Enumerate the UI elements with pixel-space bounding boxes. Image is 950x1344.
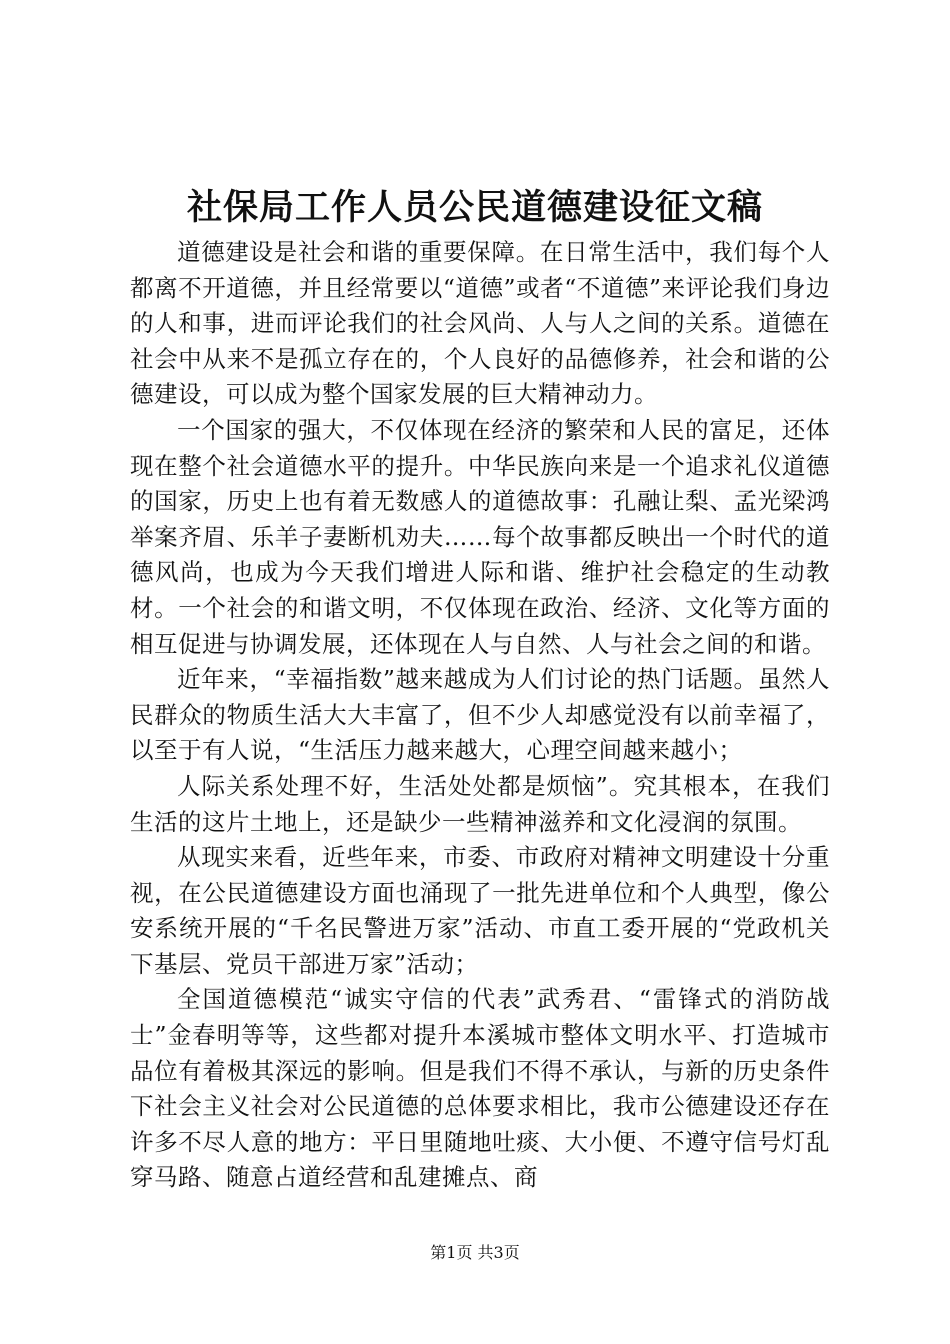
paragraph: 从现实来看，近些年来，市委、市政府对精神文明建设十分重视，在公民道德建设方面也涌现了一批先进单位和个人典型，像公安系统开展的“千名民警进万家”活动、市直工委开展的“党政机关下基层、党员干部进万家”活动； <box>130 843 830 978</box>
paragraph: 道德建设是社会和谐的重要保障。在日常生活中，我们每个人都离不开道德，并且经常要以“道德”或者“不道德”来评论我们身边的人和事，进而评论我们的社会风尚、人与人之间的关系。道德在社会中从来不是孤立存在的，个人良好的品德修养，社会和谐的公德建设，可以成为整个国家发展的巨大精神动力。 <box>130 238 830 409</box>
paragraph: 全国道德模范“诚实守信的代表”武秀君、“雷锋式的消防战士”金春明等等，这些都对提升本溪城市整体文明水平、打造城市品位有着极其深远的影响。但是我们不得不承认，与新的历史条件下社会主义社会对公民道德的总体要求相比，我市公德建设还存在许多不尽人意的地方：平日里随地吐痰、大小便、不遵守信号灯乱穿马路、随意占道经营和乱建摊点、商 <box>130 985 830 1192</box>
paragraph: 人际关系处理不好，生活处处都是烦恼”。究其根本，在我们生活的这片土地上，还是缺少一些精神滋养和文化浸润的氛围。 <box>130 771 830 836</box>
page-title: 社保局工作人员公民道德建设征文稿 <box>186 187 763 228</box>
paragraph: 近年来，“幸福指数”越来越成为人们讨论的热门话题。虽然人民群众的物质生活大大丰富了，但不少人却感觉没有以前幸福了，以至于有人说，“生活压力越来越大，心理空间越来越小； <box>130 665 830 765</box>
page-number-footer: 第1页 共3页 <box>430 1243 520 1262</box>
document-body <box>130 235 830 1196</box>
paragraph: 一个国家的强大，不仅体现在经济的繁荣和人民的富足，还体现在整个社会道德水平的提升。中华民族向来是一个追求礼仪道德的国家，历史上也有着无数感人的道德故事：孔融让梨、孟光梁鸿举案齐眉、乐羊子妻断机劝夫……每个故事都反映出一个时代的道德风尚，也成为今天我们增进人际和谐、维护社会稳定的生动教材。一个社会的和谐文明，不仅体现在政治、经济、文化等方面的相互促进与协调发展，还体现在人与自然、人与社会之间的和谐。 <box>130 415 830 658</box>
